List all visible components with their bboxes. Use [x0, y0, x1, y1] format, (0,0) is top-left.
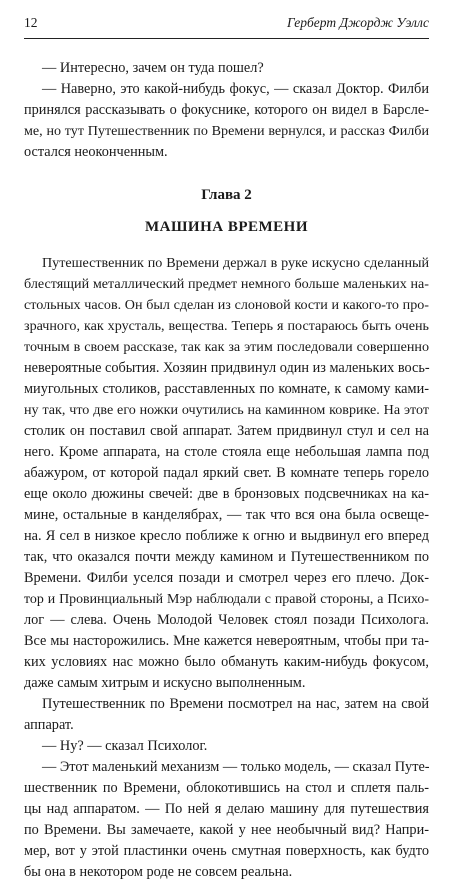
text-line: зрачного, как хрусталь, вещества. Теперь я постараюсь быть очень: [24, 318, 429, 334]
dialogue-block: [24, 58, 429, 163]
text-line: тор и Провинциальный Мэр наблюдали с правой стороны, а Психо-: [24, 592, 429, 607]
text-line: — Интересно, зачем он туда пошел?: [42, 60, 264, 76]
text-line: Все мы насторожились. Мне кажется невероятным, чтобы при та-: [24, 633, 429, 649]
text-line: — Ну? — сказал Психолог.: [42, 738, 208, 754]
chapter-number: Глава 2: [201, 187, 252, 203]
text-line: Путешественник по Времени посмотрел на нас, затем на свой: [42, 696, 429, 712]
text-line: еще около дюжины свечей: две в бронзовых подсвечниках на ка-: [24, 486, 429, 502]
text-line: стольных часов. Он был сделан из слоновой кости и какого-то про-: [24, 297, 429, 313]
text-line: аппарат.: [24, 717, 74, 733]
chapter-body: [24, 253, 429, 883]
text-line: на. Я сел в низкое кресло поближе к огню и выдвинул его вперед: [24, 528, 429, 544]
text-line: остался неоконченным.: [24, 144, 168, 160]
running-header-author: Герберт Джордж Уэллс: [286, 15, 429, 30]
text-line: по Времени. Вы замечаете, какой у нее необычный вид? Напри-: [24, 822, 429, 838]
page-number: 12: [24, 15, 38, 30]
text-line: невероятные события. Хозяин придвинул один из маленьких вось-: [24, 360, 430, 376]
text-line: ну так, что две его ножки очутились на каминном коврике. На этот: [24, 402, 429, 418]
text-line: Времени. Филби уселся позади и смотрел через его плечо. Док-: [24, 570, 429, 586]
text-line: мер, вот у этой пластинки очень смутная поверхность, как будто: [24, 843, 429, 859]
text-line: цы над аппаратом. — По ней я делаю машину для путешествия: [24, 801, 429, 817]
running-header: [24, 12, 429, 39]
text-line: мине, остальные в канделябрах, — так что вся она была освеще-: [24, 507, 429, 523]
text-line: столик он поставил свой аппарат. Затем придвинул стул и сел на: [24, 423, 429, 439]
text-line: него. Кроме аппарата, на столе стояла еще небольшая лампа под: [24, 444, 429, 460]
text-line: ких условиях нас можно было обмануть каким-нибудь фокусом,: [24, 654, 429, 670]
text-line: Путешественник по Времени держал в руке искусно сделанный: [42, 255, 429, 271]
text-line: абажуром, от которой падал яркий свет. В комнате теперь горело: [24, 465, 429, 481]
chapter-title: МАШИНА ВРЕМЕНИ: [144, 219, 309, 235]
text-line: даже самым хитрым и искусно выполненным.: [24, 675, 306, 691]
text-line: точным в своем рассказе, так как за этим последовали совершенно: [24, 339, 429, 355]
text-line: лог — слева. Очень Молодой Человек стоял позади Психолога.: [24, 612, 429, 628]
text-line: бы она в некотором роде не совсем реальна.: [24, 864, 293, 880]
text-line: шественник по Времени, облокотившись на стол и сплетя паль-: [24, 780, 429, 796]
page-content: [24, 58, 429, 883]
text-line: миугольных столиков, расставленных по комнате, к самому ками-: [24, 381, 429, 397]
text-line: так, что оказался почти между камином и Путешественником по: [24, 549, 429, 565]
text-line: блестящий металлический предмет немного больше маленьких на-: [24, 276, 429, 292]
text-line: ме, но тут Путешественник по Времени вернулся, и рассказ Филби: [24, 123, 429, 139]
text-line: принялся рассказывать о фокуснике, которого он видел в Барсле-: [24, 102, 429, 118]
text-line: — Этот маленький механизм — только модель, — сказал Путе-: [42, 759, 430, 775]
text-line: — Наверно, это какой-нибудь фокус, — сказал Доктор. Филби: [42, 81, 429, 97]
